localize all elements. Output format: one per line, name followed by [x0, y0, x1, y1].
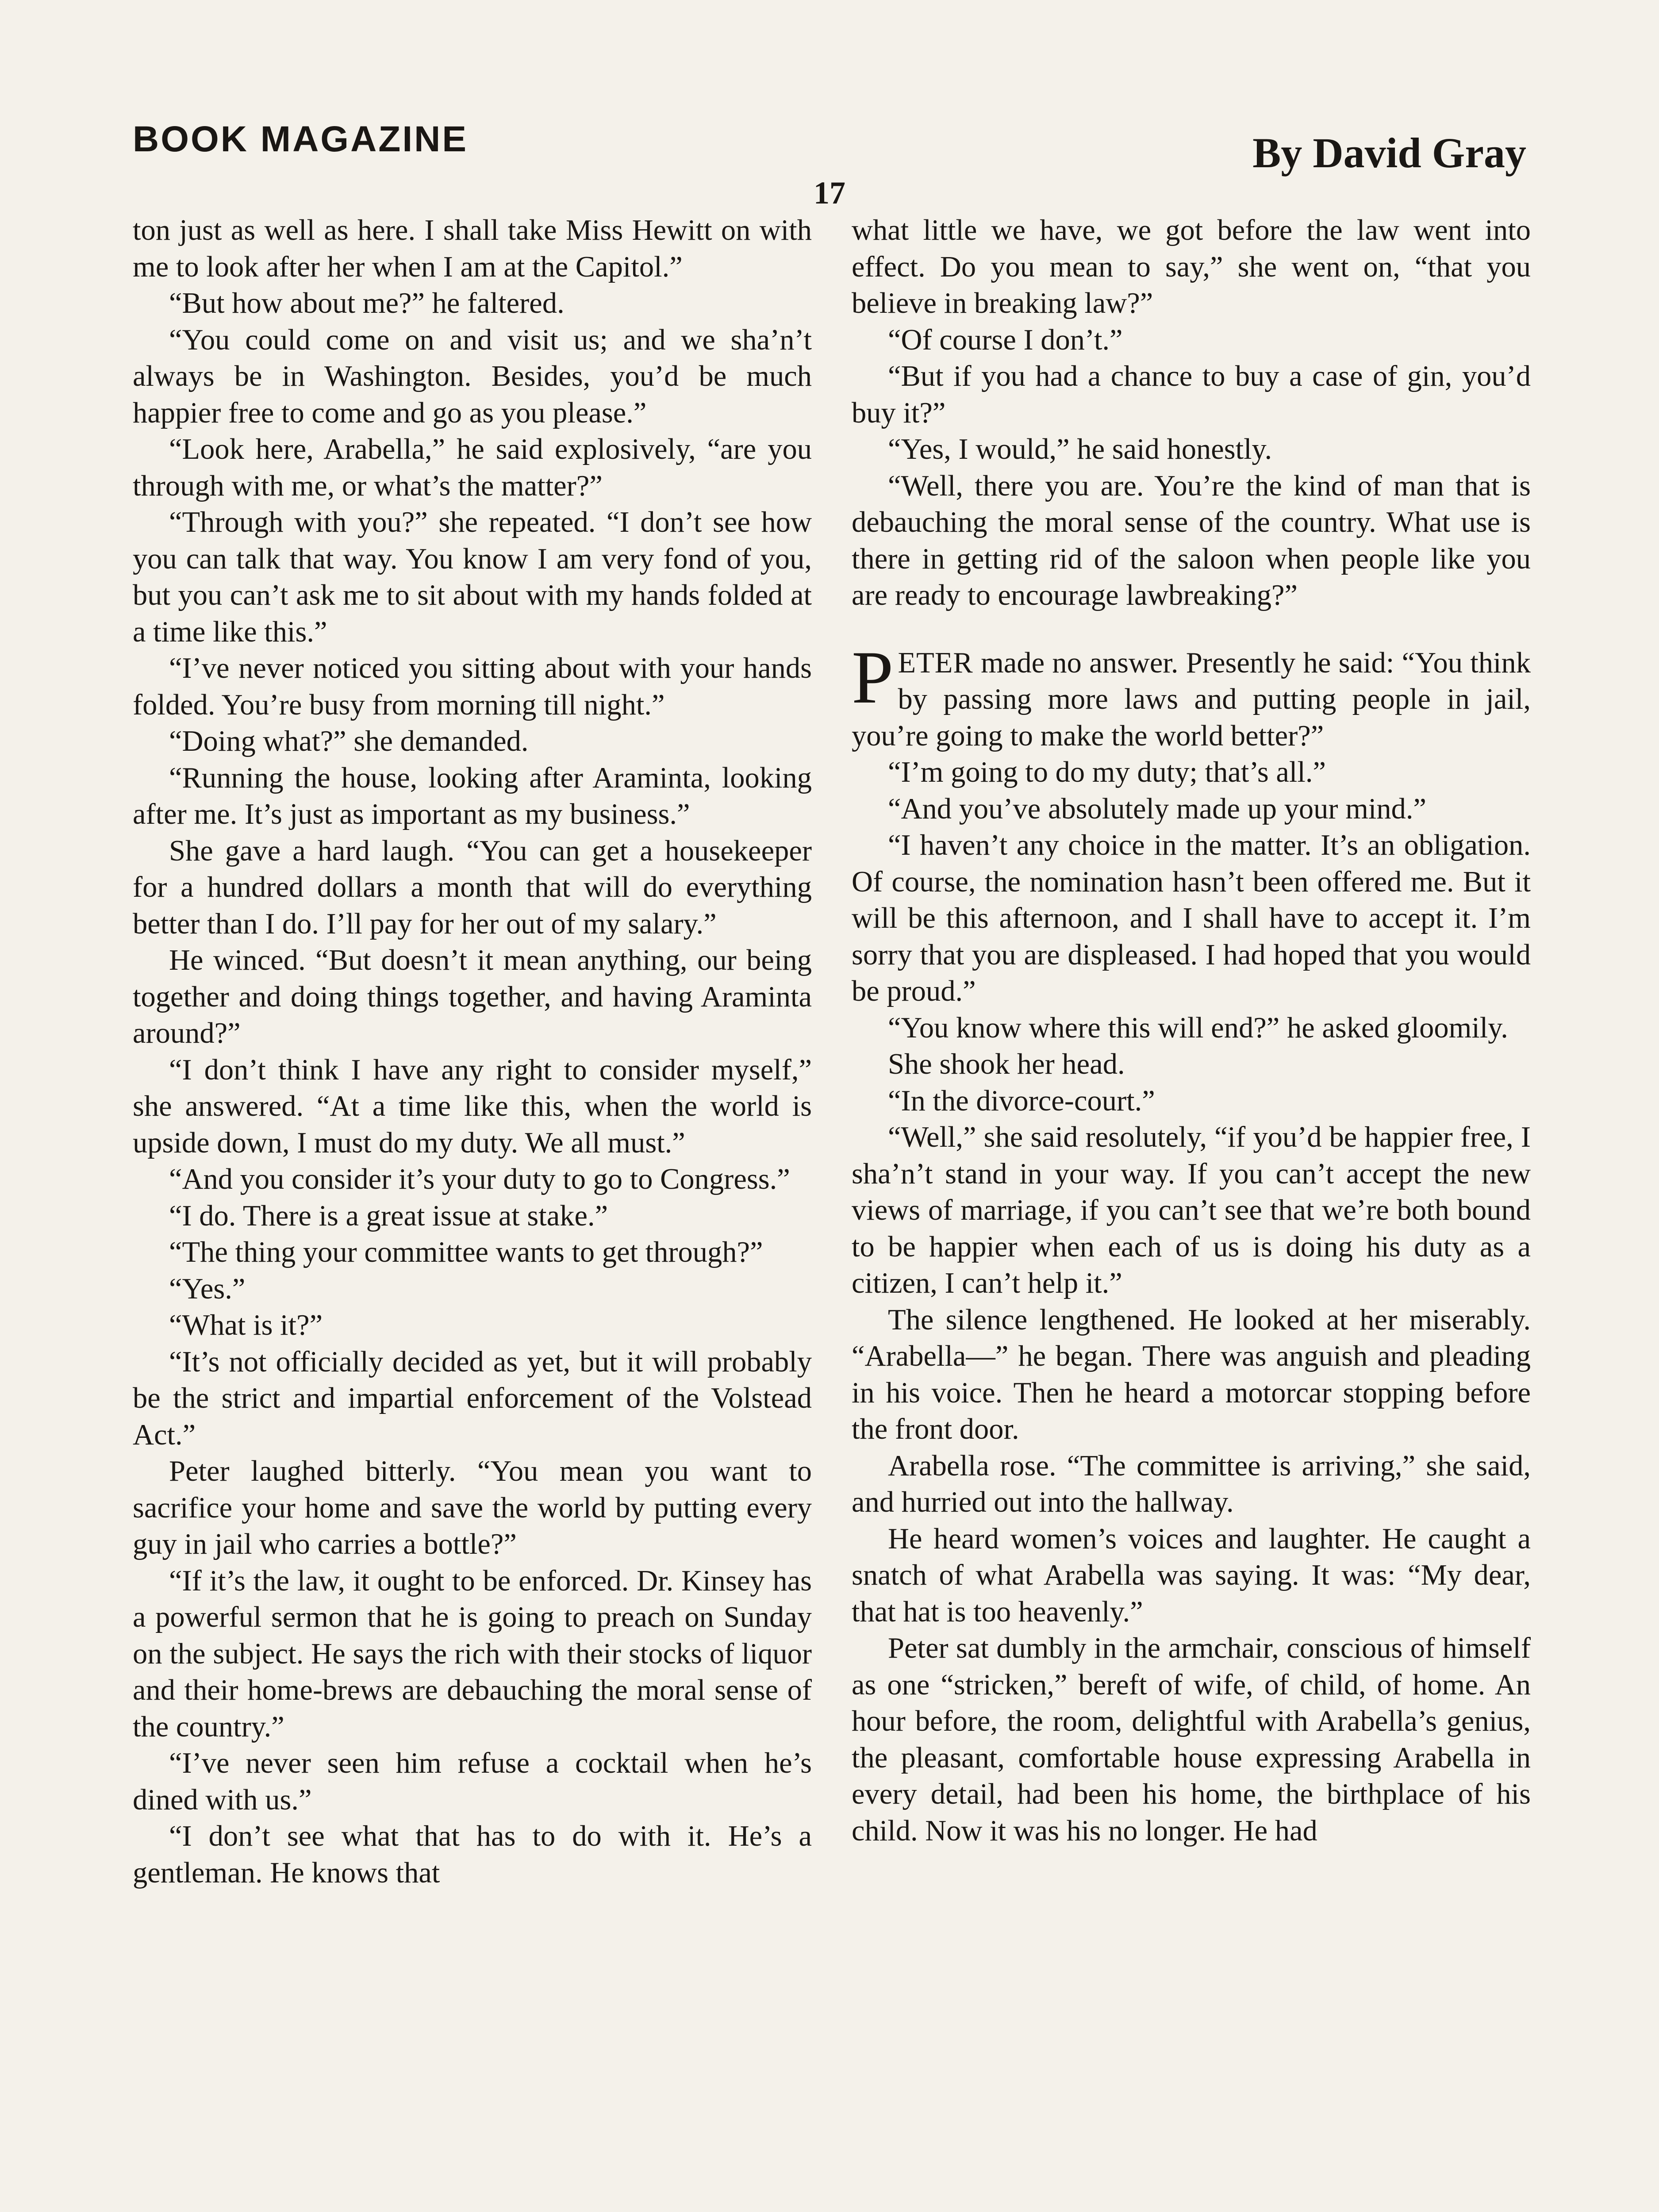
- paragraph: “What is it?”: [169, 1309, 323, 1341]
- paragraph: “And you’ve absolutely made up your mind.”: [888, 792, 1427, 825]
- paragraph: She shook her head.: [888, 1048, 1125, 1080]
- paragraph: “In the divorce-court.”: [888, 1084, 1155, 1117]
- paragraph: She gave a hard laugh. “You can get a housekeeper for a hundred dollars a month that will do everything better than I do. I’ll pay for her out of my salary.”: [133, 834, 812, 940]
- right-text-column: [852, 212, 1531, 1849]
- paragraph: Peter laughed bitterly. “You mean you want to sacrifice your home and save the world by putting every guy in jail who carries a bottle?”: [133, 1455, 812, 1560]
- author-byline: By David Gray: [1252, 129, 1526, 177]
- section-opening-paragraph: [852, 635, 1531, 755]
- paragraph: “I don’t see what that has to do with it. He’s a gentleman. He knows that: [133, 1820, 812, 1889]
- paragraph: “Well,” she said resolutely, “if you’d be happier free, I sha’n’t stand in your way. If you can’t accept the new views of marriage, if you can’t see that we’re both bound to be happier when each of us is doing his duty as a citizen, I can’t help it.”: [852, 1121, 1531, 1299]
- paragraph: “You know where this will end?” he asked gloomily.: [888, 1011, 1508, 1044]
- publication-header: BOOK MAGAZINE: [133, 119, 469, 159]
- paragraph: He heard women’s voices and laughter. He caught a snatch of what Arabella was saying. It was: “My dear, that hat is too heavenly.”: [852, 1522, 1531, 1628]
- paragraph: “And you consider it’s your duty to go to Congress.”: [169, 1163, 790, 1195]
- paragraph: “I’ve never seen him refuse a cocktail when he’s dined with us.”: [133, 1747, 812, 1816]
- paragraph: “If it’s the law, it ought to be enforced. Dr. Kinsey has a powerful sermon that he is going to preach on Sunday on the subject. He says the rich with their stocks of liquor and their home-brews are debauching the moral sense of the country.”: [133, 1564, 812, 1743]
- paragraph: “I’m going to do my duty; that’s all.”: [888, 756, 1326, 788]
- paragraph: “But if you had a chance to buy a case of gin, you’d buy it?”: [852, 360, 1531, 429]
- paragraph: “The thing your committee wants to get through?”: [169, 1236, 763, 1268]
- left-text-column: [133, 212, 812, 1891]
- paragraph: “Look here, Arabella,” he said explosively, “are you through with me, or what’s the matter?”: [133, 433, 812, 502]
- paragraph: “Well, there you are. You’re the kind of man that is debauching the moral sense of the country. What use is there in getting rid of the saloon when people like you are ready to encourage lawbreaking?”: [852, 469, 1531, 611]
- paragraph: “I don’t think I have any right to consider myself,” she answered. “At a time like this, when the world is upside down, I must do my duty. We all must.”: [133, 1053, 812, 1159]
- section-opening-text: made no answer. Presently he said: “You think by passing more laws and putting people in jail, you’re going to make the world better?”: [852, 646, 1531, 752]
- drop-cap: P: [852, 635, 894, 719]
- paragraph: “Yes.”: [169, 1272, 246, 1305]
- paragraph: ton just as well as here. I shall take Miss Hewitt on with me to look after her when I am at the Capitol.”: [133, 214, 812, 283]
- page-number: 17: [814, 175, 845, 211]
- paragraph: “But how about me?” he faltered.: [169, 287, 565, 319]
- paragraph: “Through with you?” she repeated. “I don’t see how you can talk that way. You know I am very fond of you, but you can’t ask me to sit about with my hands folded at a time like this.”: [133, 506, 812, 648]
- paragraph: “I do. There is a great issue at stake.”: [169, 1199, 608, 1232]
- paragraph: He winced. “But doesn’t it mean anything, our being together and doing things together, and having Araminta around?”: [133, 944, 812, 1049]
- paragraph: “I’ve never noticed you sitting about with your hands folded. You’re busy from morning till night.”: [133, 652, 812, 721]
- small-caps-word: ETER: [898, 646, 973, 679]
- paragraph: The silence lengthened. He looked at her miserably. “Arabella—” he began. There was anguish and pleading in his voice. Then he heard a motorcar stopping before the front door.: [852, 1303, 1531, 1445]
- paragraph: “It’s not officially decided as yet, but it will probably be the strict and impartial enforcement of the Volstead Act.”: [133, 1345, 812, 1451]
- paragraph: “Yes, I would,” he said honestly.: [888, 433, 1272, 465]
- paragraph: what little we have, we got before the law went into effect. Do you mean to say,” she went on, “that you believe in breaking law?”: [852, 214, 1531, 319]
- paragraph: “You could come on and visit us; and we sha’n’t always be in Washington. Besides, you’d be much happier free to come and go as you please.”: [133, 323, 812, 429]
- paragraph: Peter sat dumbly in the armchair, conscious of himself as one “stricken,” bereft of wife, of child, of home. An hour before, the room, delightful with Arabella’s genius, the pleasant, comfortable house expressing Arabella in every detail, had been his home, the birthplace of his child. Now it was his no longer. He had: [852, 1632, 1531, 1847]
- paragraph: “Doing what?” she demanded.: [169, 725, 529, 757]
- paragraph: “Running the house, looking after Araminta, looking after me. It’s just as important as my business.”: [133, 761, 812, 830]
- paragraph: “I haven’t any choice in the matter. It’s an obligation. Of course, the nomination hasn’t been offered me. But it will be this afternoon, and I shall have to accept it. I’m sorry that you are displeased. I had hoped that you would be proud.”: [852, 829, 1531, 1007]
- paragraph: “Of course I don’t.”: [888, 323, 1123, 356]
- paragraph: Arabella rose. “The committee is arriving,” she said, and hurried out into the hallway.: [852, 1449, 1531, 1518]
